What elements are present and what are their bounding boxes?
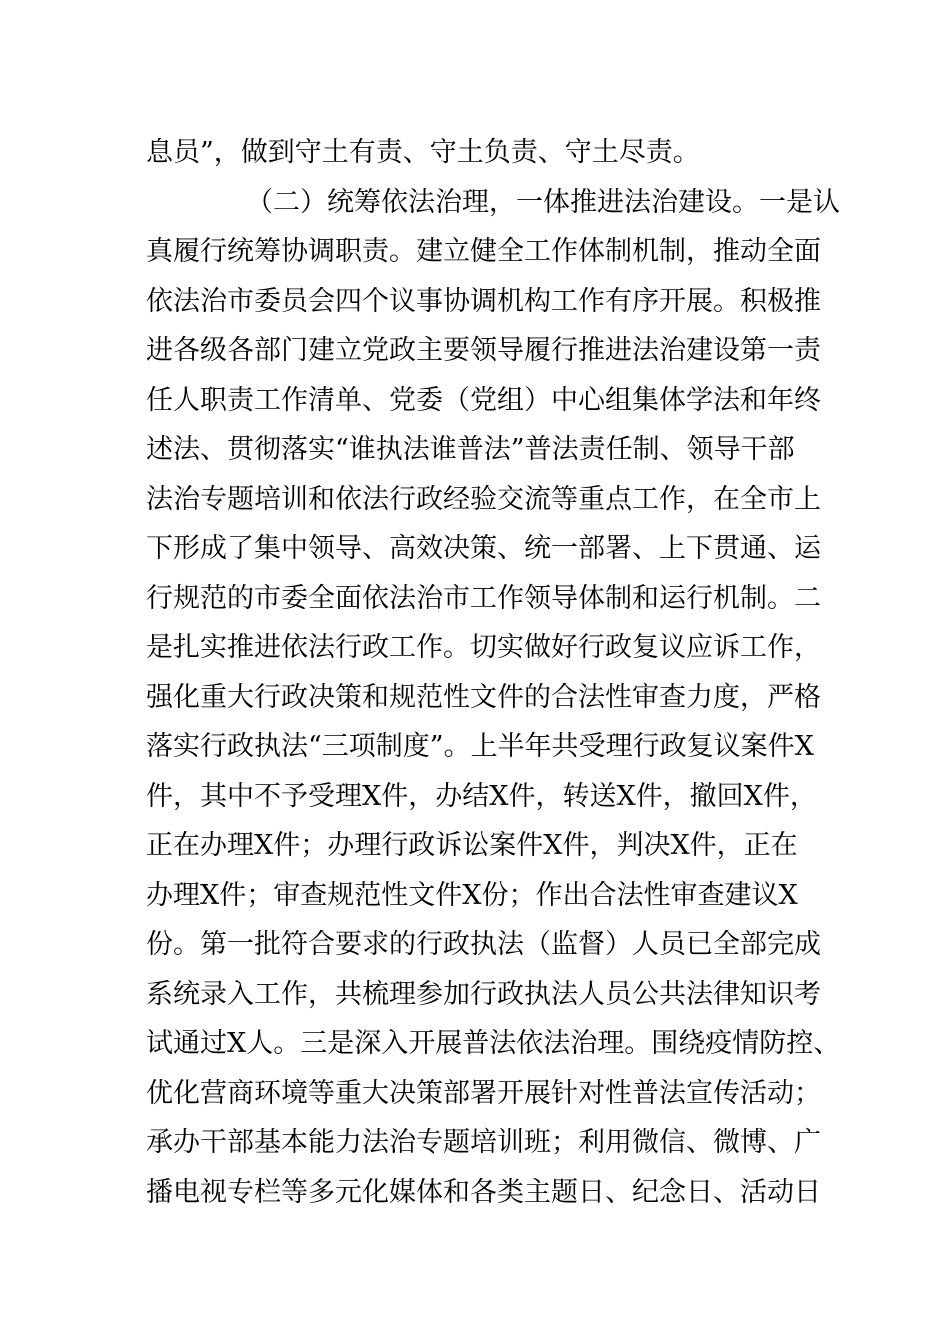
text-line-5: 进各级各部门建立党政主要领导履行推进法治建设第一责 [146,335,821,366]
text-line-12: 强化重大行政决策和规范性文件的合法性审查力度，严格 [146,681,821,713]
text-line-14: 件，其中不予受理X件，办结X件，转送X件，撤回X件， [146,780,817,812]
text-line-18: 系统录入工作，共梳理参加行政执法人员公共法律知识考 [146,978,821,1010]
text-line-6: 任人职责工作清单、党委（党组）中心组集体学法和年终 [146,384,821,416]
text-line-15: 正在办理X件；办理行政诉讼案件X件，判决X件，正在 [146,830,798,861]
text-line-4: 依法治市委员会四个议事协调机构工作有序开展。积极推 [146,285,821,317]
text-line-17: 份。第一批符合要求的行政执法（监督）人员已全部完成 [146,929,821,960]
body-text [146,128,841,1217]
text-line-9: 下形成了集中领导、高效决策、统一部署、上下贯通、运 [146,533,821,564]
text-line-21: 承办干部基本能力法治专题培训班；利用微信、微博、广 [146,1127,821,1158]
text-line-22: 播电视专栏等多元化媒体和各类主题日、纪念日、活动日 [146,1176,821,1208]
text-line-2: （二）统筹依法治理，一体推进法治建设。一是认 [246,186,840,218]
text-line-16: 办理X件；审查规范性文件X份；作出合法性审查建议X [146,879,798,911]
text-line-1: 息员”，做到守土有责、守土负责、守土尽责。 [146,137,700,168]
text-line-13: 落实行政执法“三项制度”。上半年共受理行政复议案件X [146,731,814,762]
text-line-19: 试通过X人。三是深入开展普法依法治理。围绕疫情防控、 [146,1028,841,1059]
text-line-3: 真履行统筹协调职责。建立健全工作体制机制，推动全面 [146,236,821,267]
text-line-20: 优化营商环境等重大决策部署开展针对性普法宣传活动； [146,1077,821,1109]
text-line-11: 是扎实推进依法行政工作。切实做好行政复议应诉工作， [146,632,821,663]
text-line-7: 述法、贯彻落实“谁执法谁普法”普法责任制、领导干部 [146,434,795,465]
text-line-10: 行规范的市委全面依法治市工作领导体制和运行机制。二 [146,582,821,614]
text-line-8: 法治专题培训和依法行政经验交流等重点工作，在全市上 [146,483,821,515]
